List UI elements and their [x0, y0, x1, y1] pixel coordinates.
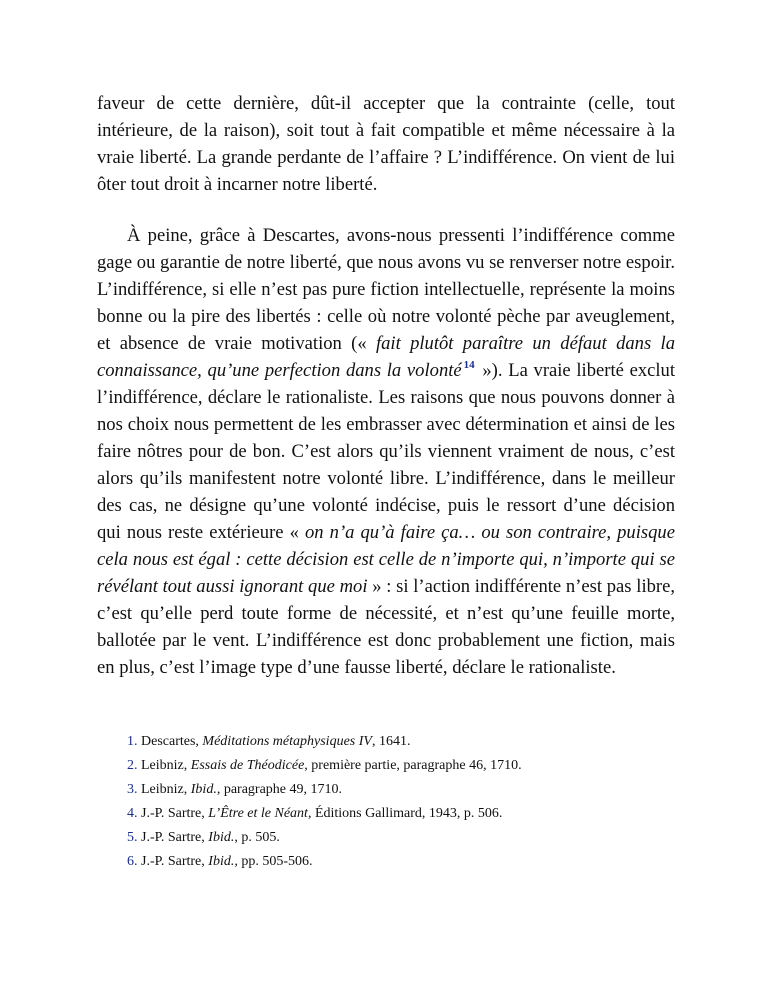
paragraph-text-part1: À peine, grâce à Descartes, avons-nous pressenti l’indifférence comme gage ou garantie de notre liberté, que nous avons vu se renverser notre espoir. L’indifférence, si elle n’est pas pure fiction intellectuelle, représente la moins bonne ou la pire des libertés : celle où notre volonté pèche par aveuglement, et absence de vraie motivation («: [97, 225, 675, 354]
paragraph-main: [97, 222, 675, 681]
footnote-number[interactable]: 1.: [127, 734, 138, 749]
footnote-details: pp. 505-506.: [237, 854, 313, 869]
footnote-number[interactable]: 2.: [127, 758, 138, 773]
footnote-item: [127, 778, 675, 802]
footnote-title: Ibid.,: [208, 854, 238, 869]
footnote-ref-14[interactable]: 14: [463, 359, 475, 371]
footnote-details: paragraphe 49, 1710.: [220, 782, 343, 797]
footnote-item: [127, 754, 675, 778]
page-body: [97, 90, 675, 874]
footnote-author: J.-P. Sartre,: [137, 854, 209, 869]
footnote-title: Méditations métaphysiques IV: [202, 734, 372, 749]
footnote-number[interactable]: 6.: [127, 854, 138, 869]
paragraph-text: faveur de cette dernière, dût-il accepter que la contrainte (celle, tout intérieure, de la raison), soit tout à fait compatible et même nécessaire à la vraie liberté. La grande perdante de l’affaire ? L’indifférence. On vient de lui ôter tout droit à incarner notre liberté.: [97, 93, 675, 195]
footnotes-list: [97, 730, 675, 874]
footnote-number[interactable]: 3.: [127, 782, 138, 797]
footnote-number[interactable]: 5.: [127, 830, 138, 845]
descartes-quote: fait plutôt paraître un défaut dans la connaissance, qu’une perfection dans la volonté: [97, 333, 675, 381]
footnote-author: Descartes,: [137, 734, 203, 749]
footnote-details: , Éditions Gallimard, 1943, p. 506.: [307, 806, 503, 821]
footnote-author: Leibniz,: [137, 758, 191, 773]
footnote-number[interactable]: 4.: [127, 806, 138, 821]
footnote-item: [127, 850, 675, 874]
footnote-item: [127, 802, 675, 826]
paragraph-text-part2: »). La vraie liberté exclut l’indifférence, déclare le rationaliste. Les raisons que nous pouvons donner à nos choix nous permettent de les embrasser avec détermination et ainsi de les faire nôtres pour de bon. C’est alors qu’ils viennent vraiment de nous, c’est alors qu’ils manifestent notre volonté libre. L’indifférence, dans le meilleur des cas, ne désigne qu’une volonté indécise, puis le ressort d’une décision qui nous reste extérieure «: [97, 360, 676, 543]
footnote-title: Ibid.,: [190, 782, 221, 797]
footnote-details: , 1641.: [371, 734, 411, 749]
footnote-title: Ibid.: [208, 830, 235, 845]
footnote-title: L’Être et le Néant: [208, 806, 308, 821]
footnote-item: [127, 730, 675, 754]
footnote-title: Essais de Théodicée: [190, 758, 305, 773]
footnote-author: J.-P. Sartre,: [137, 806, 209, 821]
footnote-details: , p. 505.: [234, 830, 280, 845]
footnote-item: [127, 826, 675, 850]
paragraph-text-part3: » : si l’action indifférente n’est pas libre, c’est qu’elle perd toute forme de nécessité, et n’est qu’une feuille morte, ballotée par le vent. L’indifférence est donc probablement une fiction, mais en plus, c’est l’image type d’une fausse liberté, déclare le rationaliste.: [97, 576, 675, 678]
indifference-quote: on n’a qu’à faire ça… ou son contraire, puisque cela nous est égal : cette décision est celle de n’importe qui, n’importe qui se révélant tout aussi ignorant que moi: [97, 522, 675, 597]
footnote-author: Leibniz,: [137, 782, 191, 797]
footnote-details: , première partie, paragraphe 46, 1710.: [304, 758, 522, 773]
paragraph-continuation: [97, 90, 675, 198]
footnote-author: J.-P. Sartre,: [137, 830, 209, 845]
